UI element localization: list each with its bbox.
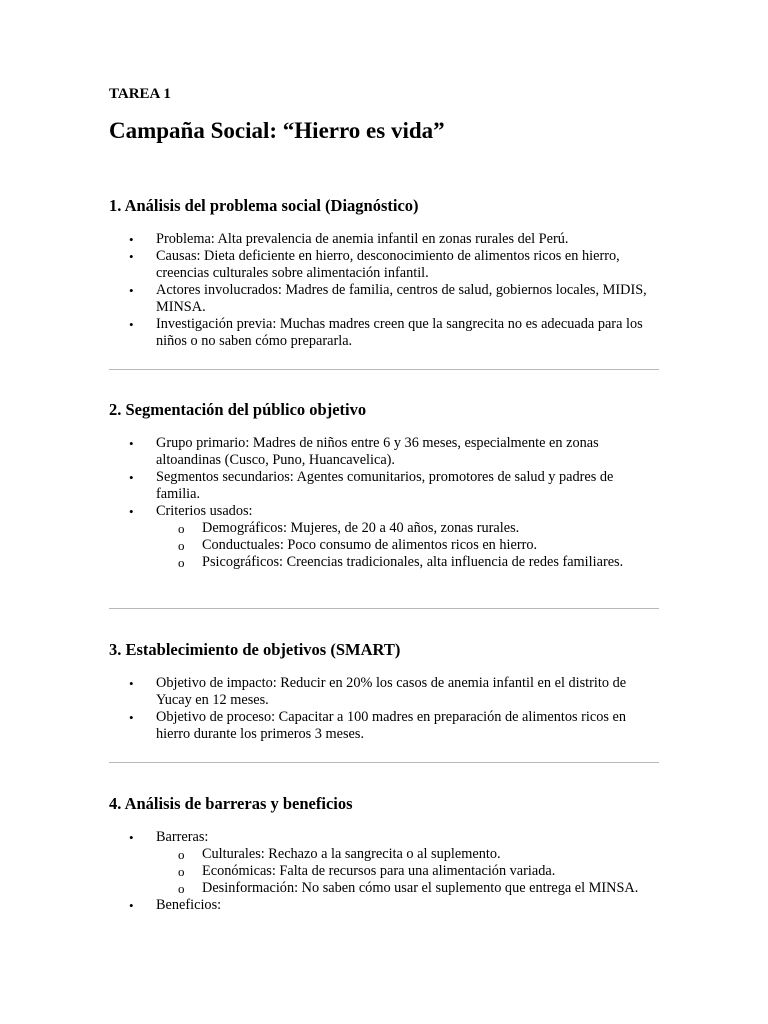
list-item: • Causas: Dieta deficiente en hierro, desconocimiento de alimentos ricos en hierro, creencias culturales sobre alimentación infantil. — [129, 248, 620, 281]
list-item: • Criterios usados: o Demográficos: Mujeres, de 20 a 40 años, zonas rurales. o Conductuales: Poco consumo de alimentos ricos en hierro. o Psicográficos: Creencias tradicionales, alta influencia de redes familiares. — [109, 503, 659, 571]
section-diagnostico — [109, 196, 659, 349]
list-item: • Segmentos secundarios: Agentes comunitarios, promotores de salud y padres de familia. — [129, 469, 614, 502]
section-objetivos — [109, 640, 659, 742]
bullet-icon: • — [129, 710, 134, 725]
sub-bullet-icon: o — [178, 864, 185, 879]
section-heading: 1. Análisis del problema social (Diagnóstico) — [109, 196, 419, 215]
section-divider — [109, 608, 659, 609]
section-heading: 2. Segmentación del público objetivo — [109, 400, 367, 419]
sub-bullet-icon: o — [178, 555, 185, 570]
bullet-list — [109, 435, 659, 571]
list-item: • Actores involucrados: Madres de familia, centros de salud, gobiernos locales, MIDIS, MINSA. — [129, 282, 647, 315]
list-item: • Objetivo de proceso: Capacitar a 100 madres en preparación de alimentos ricos en hierro durante los primeros 3 meses. — [129, 709, 627, 742]
list-item: • Investigación previa: Muchas madres creen que la sangrecita no es adecuada para los niños o no saben cómo prepararla. — [129, 316, 643, 349]
bullet-icon: • — [129, 504, 134, 519]
document-title: Campaña Social: “Hierro es vida” — [109, 118, 445, 143]
sub-bullet-icon: o — [178, 881, 185, 896]
list-item: • Beneficios: — [129, 897, 222, 913]
section-divider — [109, 369, 659, 370]
bullet-icon: • — [129, 283, 134, 298]
sub-list-item: o Económicas: Falta de recursos para una alimentación variada. — [178, 863, 556, 879]
bullet-list — [109, 231, 659, 350]
section-heading: 3. Establecimiento de objetivos (SMART) — [109, 640, 401, 659]
sub-bullet-icon: o — [178, 521, 185, 536]
sub-list — [156, 846, 659, 897]
bullet-icon: • — [129, 317, 134, 332]
bullet-list — [109, 829, 659, 914]
sub-list — [156, 520, 659, 571]
bullet-icon: • — [129, 249, 134, 264]
sub-list-item: o Conductuales: Poco consumo de alimentos ricos en hierro. — [178, 537, 538, 553]
bullet-icon: • — [129, 898, 134, 913]
section-segmentacion — [109, 400, 659, 570]
bullet-icon: • — [129, 436, 134, 451]
bullet-icon: • — [129, 232, 134, 247]
sub-list-item: o Demográficos: Mujeres, de 20 a 40 años, zonas rurales. — [178, 520, 520, 536]
list-item: • Grupo primario: Madres de niños entre 6 y 36 meses, especialmente en zonas altoandinas (Cusco, Puno, Huancavelica). — [129, 435, 599, 468]
bullet-icon: • — [129, 676, 134, 691]
bullet-icon: • — [129, 470, 134, 485]
sub-list-item: o Culturales: Rechazo a la sangrecita o al suplemento. — [178, 846, 501, 862]
list-item: • Objetivo de impacto: Reducir en 20% los casos de anemia infantil en el distrito de Yucay en 12 meses. — [129, 675, 627, 708]
sub-list-item: o Psicográficos: Creencias tradicionales, alta influencia de redes familiares. — [178, 554, 624, 570]
sub-bullet-icon: o — [178, 847, 185, 862]
sub-bullet-icon: o — [178, 538, 185, 553]
bullet-icon: • — [129, 830, 134, 845]
section-heading: 4. Análisis de barreras y beneficios — [109, 794, 353, 813]
sub-list-item: o Desinformación: No saben cómo usar el suplemento que entrega el MINSA. — [178, 880, 639, 896]
section-barreras — [109, 794, 659, 913]
section-divider — [109, 762, 659, 763]
list-item: • Problema: Alta prevalencia de anemia infantil en zonas rurales del Perú. — [129, 231, 569, 247]
list-item: • Barreras: o Culturales: Rechazo a la sangrecita o al suplemento. o Económicas: Falta de recursos para una alimentación variada. o Desinformación: No saben cómo usar el suplemento que entrega el MINSA. — [109, 829, 659, 897]
task-label: TAREA 1 — [109, 86, 171, 102]
bullet-list — [109, 675, 659, 743]
